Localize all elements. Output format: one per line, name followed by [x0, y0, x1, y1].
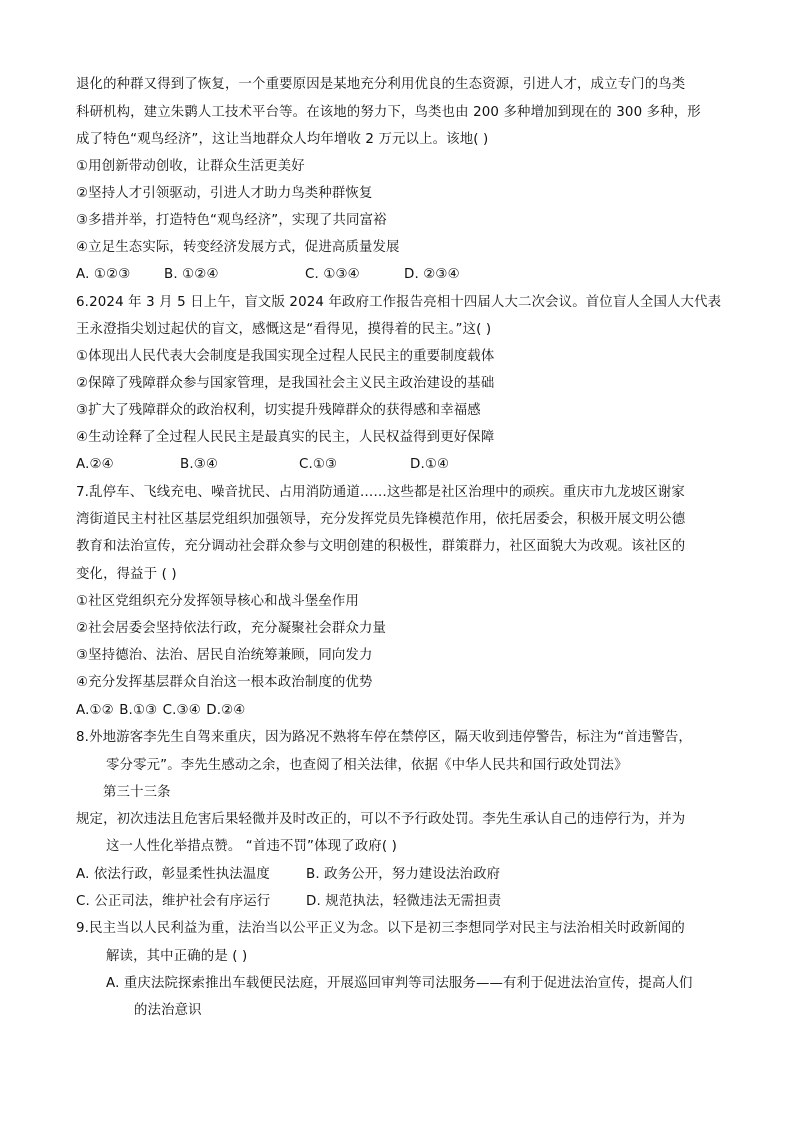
q6-item-3: ③扩大了残障群众的政治权利，切实提升残障群众的获得感和幸福感: [76, 403, 481, 418]
q5-options: [76, 266, 460, 284]
q8-options-row-1: [76, 866, 500, 884]
q6-item-2: ②保障了残障群众参与国家管理，是我国社会主义民主政治建设的基础: [76, 376, 495, 391]
q8-line-1: 8.外地游客李先生自驾来重庆，因为路况不熟将车停在禁停区，隔天收到违停警告，标注为“首违警告，: [76, 730, 692, 745]
q6-item-4: ④生动诠释了全过程人民民主是最真实的民主，人民权益得到更好保障: [76, 430, 495, 445]
q8-options-row-2: [76, 893, 501, 911]
q5-line-3: 成了特色“观鸟经济”，这让当地群众人均年增收 2 万元以上。该地( ): [76, 132, 489, 147]
q5-item-2: ②坚持人才引领驱动，引进人才助力鸟类种群恢复: [76, 186, 373, 201]
q7-item-3: ③坚持德治、法治、居民自治统筹兼顾，同向发力: [76, 648, 373, 663]
q8-line-3: 规定，初次违法且危害后果轻微并及时改正的，可以不予行政处罚。李先生承认自己的违停行为，并为: [76, 812, 686, 827]
q6-options: [76, 456, 449, 474]
q7-line-2: 湾街道民主村社区基层党组织加强领导，充分发挥党员先锋模范作用，依托居委会，积极开展文明公德: [76, 512, 686, 527]
q6-item-1: ①体现出人民代表大会制度是我国实现全过程人民民主的重要制度载体: [76, 349, 495, 364]
q6-option-a: A.②④: [76, 457, 114, 472]
q5-item-1: ①用创新带动创收，让群众生活更美好: [76, 159, 305, 174]
q9-option-a: A. 重庆法院探索推出车载便民法庭，开展巡回审判等司法服务——有利于促进法治宣传，提高人们: [106, 976, 693, 991]
q7-line-4: 变化，得益于 ( ): [76, 567, 177, 582]
q8-line-2: 零分零元”。李先生感动之余，也查阅了相关法律，依据《中华人民共和国行政处罚法》: [106, 758, 628, 773]
q5-line-2: 科研机构，建立朱鹮人工技术平台等。在该地的努力下，鸟类也由 200 多种增加到现在的 300 多种，形: [76, 105, 701, 120]
q7-line-1: 7.乱停车、飞线充电、噪音扰民、占用消防通道……这些都是社区治理中的顽疾。重庆市九龙坡区谢家: [76, 485, 685, 500]
q9-line-1: 9.民主当以人民利益为重，法治当以公平正义为念。以下是初三李想同学对民主与法治相关时政新闻的: [76, 921, 685, 936]
q6-option-b: B.③④: [180, 457, 219, 472]
q7-line-3: 教育和法治宣传，充分调动社会群众参与文明创建的积极性，群策群力，社区面貌大为改观。该社区的: [76, 539, 686, 554]
q6-option-d: D.①④: [410, 457, 450, 472]
q5-option-a: A. ①②③: [76, 267, 131, 282]
q6-line-1: 6.2024 年 3 月 5 日上午，盲文版 2024 年政府工作报告亮相十四届人大二次会议。首位盲人全国人大代表: [76, 295, 722, 310]
q5-option-c: C. ①③④: [305, 267, 360, 282]
q8-option-d: D. 规范执法，轻微违法无需担责: [306, 894, 502, 909]
q5-line-1: 退化的种群又得到了恢复，一个重要原因是某地充分利用优良的生态资源，引进人才，成立专门的鸟类: [76, 77, 686, 92]
q6-line-2: 王永澄指尖划过起伏的盲文，感慨这是“看得见，摸得着的民主。”这( ): [76, 322, 492, 337]
q7-item-1: ①社区党组织充分发挥领导核心和战斗堡垒作用: [76, 594, 359, 609]
q9-line-2: 解读，其中正确的是 ( ): [106, 949, 248, 964]
q8-option-c: C. 公正司法，维护社会有序运行: [76, 894, 271, 909]
q7-item-4: ④充分发挥基层群众自治这一根本政治制度的优势: [76, 675, 373, 690]
q5-option-b: B. ①②④: [164, 267, 219, 282]
q7-options: A.①② B.①③ C.③④ D.②④: [76, 703, 246, 718]
q9-option-a-cont: 的法治意识: [134, 1003, 202, 1018]
q8-line-4: 这一人性化举措点赞。 “首违不罚”体现了政府( ): [106, 839, 398, 854]
q8-option-b: B. 政务公开，努力建设法治政府: [306, 867, 501, 882]
q5-item-3: ③多措并举，打造特色“观鸟经济”，实现了共同富裕: [76, 213, 387, 228]
q5-option-d: D. ②③④: [404, 267, 460, 282]
q8-article-heading: 第三十三条: [103, 785, 171, 800]
q6-option-c: C.①③: [299, 457, 338, 472]
q5-item-4: ④立足生态实际，转变经济发展方式，促进高质量发展: [76, 240, 400, 255]
q7-item-2: ②社会居委会坚持依法行政，充分凝聚社会群众力量: [76, 621, 387, 636]
q8-option-a: A. 依法行政，彰显柔性执法温度: [76, 867, 270, 882]
